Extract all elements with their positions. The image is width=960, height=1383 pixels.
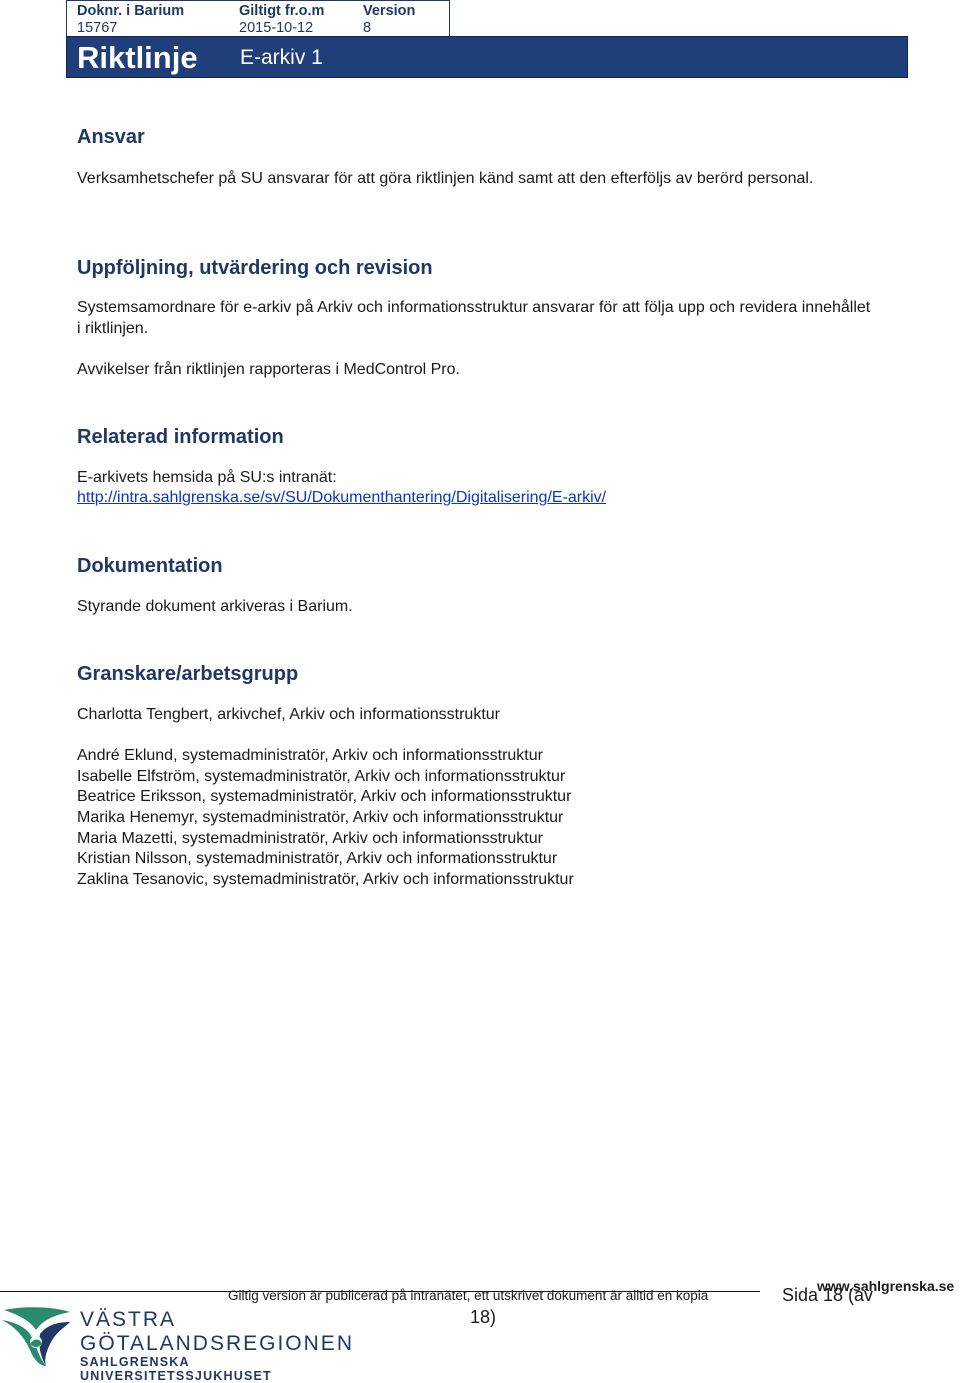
document-meta-box bbox=[66, 0, 450, 36]
section-text-uppfoljning-2: Avvikelser från riktlinjen rapporteras i MedControl Pro. bbox=[77, 361, 460, 378]
doc-number-column bbox=[77, 3, 184, 37]
reviewer-list-item: Marika Henemyr, systemadministratör, Arkiv och informationsstruktur bbox=[77, 809, 564, 827]
footer-website: www.sahlgrenska.se bbox=[817, 1278, 955, 1294]
footer-validity-note: Giltig version är publicerad på intranätet, ett utskrivet dokument är alltid en kopia bbox=[228, 1288, 709, 1303]
reviewer-lead: Charlotta Tengbert, arkivchef, Arkiv och informationsstruktur bbox=[77, 706, 500, 723]
footer-page-total: 18) bbox=[470, 1307, 497, 1327]
version-label: Version bbox=[363, 3, 416, 19]
valid-from-label: Giltigt fr.o.m bbox=[239, 3, 325, 19]
valid-from-value: 2015-10-12 bbox=[239, 20, 314, 36]
section-heading-granskare: Granskare/arbetsgrupp bbox=[77, 663, 299, 685]
doc-number-value: 15767 bbox=[77, 20, 118, 36]
reviewer-list-item: Kristian Nilsson, systemadministratör, Arkiv och informationsstruktur bbox=[77, 850, 558, 868]
section-heading-dokumentation: Dokumentation bbox=[77, 555, 223, 577]
vgr-leaf-icon bbox=[0, 1304, 72, 1368]
section-text-ansvar: Verksamhetschefer på SU ansvarar för att göra riktlinjen känd samt att den efterföljs av berörd personal. bbox=[77, 170, 814, 187]
version-column bbox=[363, 3, 415, 37]
section-heading-relaterad: Relaterad information bbox=[77, 426, 284, 448]
logo-line-1: VÄSTRA bbox=[80, 1308, 177, 1331]
reviewer-list bbox=[77, 746, 877, 891]
valid-from-column bbox=[239, 3, 324, 37]
reviewer-list-item: André Eklund, systemadministratör, Arkiv och informationsstruktur bbox=[77, 747, 543, 764]
document-subtitle: E-arkiv 1 bbox=[240, 46, 323, 69]
logo-line-2: GÖTALANDSREGIONEN bbox=[80, 1332, 354, 1355]
reviewer-list-item: Isabelle Elfström, systemadministratör, Arkiv och informationsstruktur bbox=[77, 767, 566, 785]
section-heading-uppfoljning: Uppföljning, utvärdering och revision bbox=[77, 257, 433, 279]
footer-page-number: Sida 18 (av bbox=[782, 1285, 874, 1305]
section-text-uppfoljning-1: Systemsamordnare för e-arkiv på Arkiv och informationsstruktur ansvarar för att följa upp och revidera innehållet i riktlinjen. bbox=[77, 299, 871, 337]
logo-line-3: SAHLGRENSKA UNIVERSITETSSJUKHUSET bbox=[80, 1355, 272, 1383]
section-heading-ansvar: Ansvar bbox=[77, 126, 145, 148]
reviewer-list-item: Maria Mazetti, systemadministratör, Arkiv och informationsstruktur bbox=[77, 829, 543, 847]
version-value: 8 bbox=[363, 20, 372, 36]
intranet-link-wrapper bbox=[77, 488, 877, 509]
section-text-dokumentation: Styrande dokument arkiveras i Barium. bbox=[77, 598, 353, 615]
vgr-logo bbox=[0, 1300, 360, 1383]
title-bar bbox=[66, 36, 908, 78]
reviewer-list-item: Beatrice Eriksson, systemadministratör, Arkiv och informationsstruktur bbox=[77, 788, 572, 806]
document-type-title: Riktlinje bbox=[77, 40, 198, 75]
section-text-relaterad: E-arkivets hemsida på SU:s intranät: bbox=[77, 469, 337, 486]
intranet-link[interactable]: http://intra.sahlgrenska.se/sv/SU/Dokumenthantering/Digitalisering/E-arkiv/ bbox=[77, 489, 607, 506]
reviewer-list-item: Zaklina Tesanovic, systemadministratör, Arkiv och informationsstruktur bbox=[77, 871, 574, 889]
doc-number-label: Doknr. i Barium bbox=[77, 3, 185, 19]
